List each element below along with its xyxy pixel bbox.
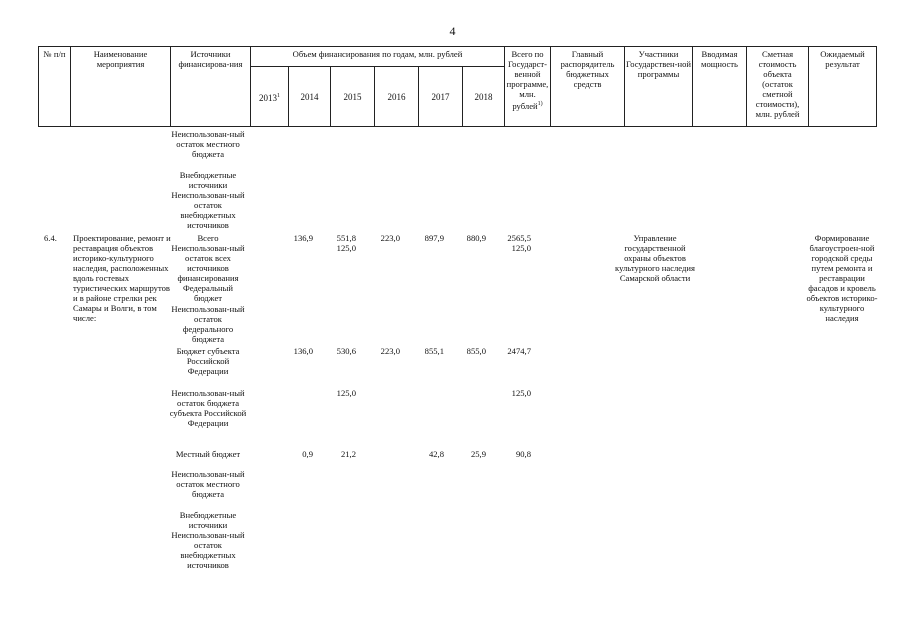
row-name: Проектирование, ремонт и реставрация объектов историко-культурного наследия, расположенных вдоль гостевых туристических маршрутов и в районе стрелки рек Самары и Волги, в том числе: bbox=[73, 233, 171, 323]
source-label: Бюджет субъекта Российской Федерации bbox=[176, 346, 240, 376]
source-label: Федеральный бюджет bbox=[182, 283, 234, 303]
header-total: Всего по Государст-венной программе, млн. рублей$^{1)}$ bbox=[505, 47, 551, 127]
page-number: 4 bbox=[449, 24, 456, 38]
value-unused-regional-sum: 125,0 bbox=[511, 388, 531, 398]
value-local-2017: 42,8 bbox=[428, 449, 444, 459]
header-num: № п/п bbox=[39, 47, 71, 127]
source-label: Неиспользован-ный остаток федерального бюджета bbox=[171, 304, 245, 344]
row-number: 6.4. bbox=[44, 233, 57, 243]
value-total-2015: 551,8 bbox=[336, 233, 356, 243]
top-source-1: Неиспользован-ный остаток местного бюджета bbox=[171, 129, 245, 159]
source-label: Неиспользован-ный остаток внебюджетных источников bbox=[171, 530, 245, 570]
value-total-2017: 897,9 bbox=[424, 233, 444, 243]
header-manager: Главный распорядитель бюджетных средств bbox=[551, 47, 625, 127]
header-year-2016: 2016 bbox=[375, 67, 419, 127]
value-regional-2015: 530,6 bbox=[336, 346, 356, 356]
header-year-2018: 2018 bbox=[463, 67, 505, 127]
header-funding-group: Объем финансирования по годам, млн. рублей bbox=[251, 47, 505, 67]
source-label: Местный бюджет bbox=[175, 449, 241, 459]
source-label: Всего bbox=[197, 233, 219, 243]
row-participant: Управление государственной охраны объектов культурного наследия Самарской области bbox=[615, 233, 695, 283]
header-year-2015: 2015 bbox=[331, 67, 375, 127]
top-source-2: Внебюджетные источники bbox=[179, 170, 237, 190]
source-label: Неиспользован-ный остаток местного бюджета bbox=[171, 469, 245, 499]
header-result: Ожидаемый результат bbox=[809, 47, 877, 127]
value-unused-all-sum: 125,0 bbox=[511, 243, 531, 253]
value-regional-2018: 855,0 bbox=[466, 346, 486, 356]
header-capacity: Вводимая мощность bbox=[693, 47, 747, 127]
header-year-2013: 2013$^1$ bbox=[251, 67, 289, 127]
value-local-2018: 25,9 bbox=[470, 449, 486, 459]
value-regional-2016: 223,0 bbox=[380, 346, 400, 356]
header-sources: Источники финансирова-ния bbox=[171, 47, 251, 127]
value-regional-2014: 136,0 bbox=[293, 346, 313, 356]
value-total-sum: 2565,5 bbox=[507, 233, 531, 243]
value-total-2018: 880,9 bbox=[466, 233, 486, 243]
value-total-2014: 136,9 bbox=[293, 233, 313, 243]
table-header bbox=[38, 46, 877, 127]
value-regional-2017: 855,1 bbox=[424, 346, 444, 356]
header-name: Наименование мероприятия bbox=[71, 47, 171, 127]
value-local-sum: 90,8 bbox=[515, 449, 531, 459]
value-unused-regional-2015: 125,0 bbox=[336, 388, 356, 398]
value-regional-sum: 2474,7 bbox=[507, 346, 531, 356]
top-source-3: Неиспользован-ный остаток внебюджетных источников bbox=[171, 190, 245, 230]
value-local-2015: 21,2 bbox=[340, 449, 356, 459]
value-total-2016: 223,0 bbox=[380, 233, 400, 243]
value-local-2014: 0,9 bbox=[302, 449, 313, 459]
header-participants: Участники Государствен-ной программы bbox=[625, 47, 693, 127]
source-label: Неиспользован-ный остаток всех источников финансирования bbox=[171, 243, 245, 283]
source-label: Внебюджетные источники bbox=[179, 510, 237, 530]
header-year-2017: 2017 bbox=[419, 67, 463, 127]
value-unused-all-2015: 125,0 bbox=[336, 243, 356, 253]
header-year-2014: 2014 bbox=[289, 67, 331, 127]
row-result: Формирование благоустроен-ной городской среды путем ремонта и реставрации фасадов и кровель объектов историко-культурного наследия bbox=[806, 233, 878, 323]
header-estimate: Сметная стоимость объекта (остаток сметной стоимости), млн. рублей bbox=[747, 47, 809, 127]
source-label: Неиспользован-ный остаток бюджета субъекта Российской Федерации bbox=[169, 388, 247, 428]
